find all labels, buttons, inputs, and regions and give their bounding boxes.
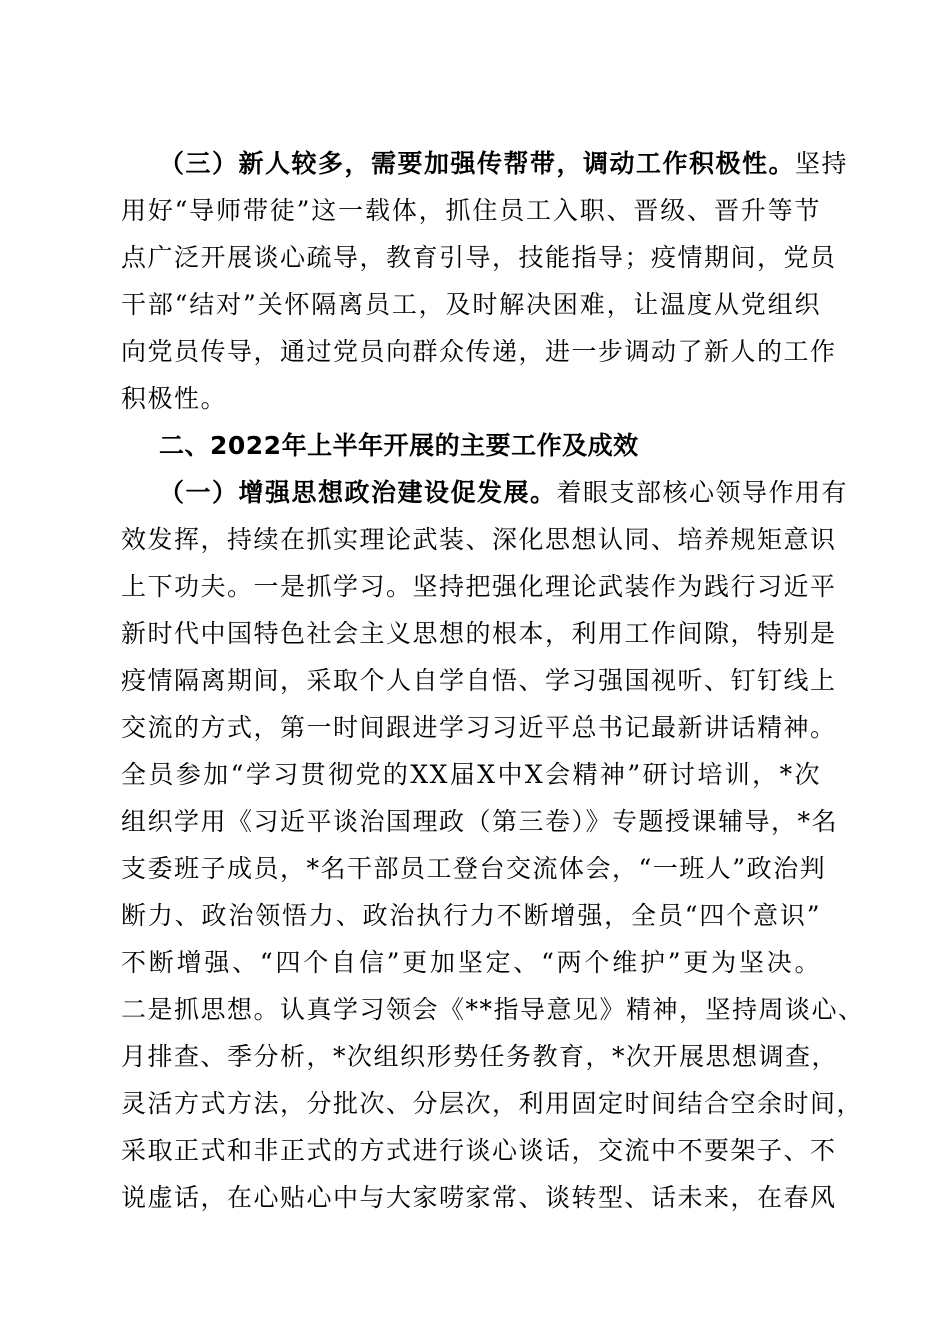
paragraph-line: 不断增强、“四个自信”更加坚定、“两个维护”更为坚决。 (121, 948, 821, 977)
paragraph-line: 二是抓思想。认真学习领会《**指导意见》精神，坚持周谈心、 (121, 995, 865, 1024)
paragraph-line: 积极性。 (121, 384, 228, 413)
paragraph-line: 月排查、季分析，*次组织形势任务教育，*次开展思想调查， (121, 1042, 839, 1071)
paragraph-line: 断力、政治领悟力、政治执行力不断增强，全员“四个意识” (121, 901, 821, 930)
section-3-first-rest: 坚持 (795, 149, 849, 178)
paragraph-line: 点广泛开展谈心疏导，教育引导，技能指导；疫情期间，党员 (121, 243, 837, 272)
paragraph-line: 支委班子成员，*名干部员工登台交流体会，“一班人”政治判 (121, 854, 827, 883)
paragraph-line: 疫情隔离期间，采取个人自学自悟、学习强国视听、钉钉线上 (121, 666, 837, 695)
section-1-first-rest: 着眼支部核心领导作用有 (556, 478, 849, 507)
section-1-first-line (121, 469, 849, 516)
paragraph-line: 交流的方式，第一时间跟进学习习近平总书记最新讲话精神。 (121, 713, 837, 742)
paragraph-line: 向党员传导，通过党员向群众传递，进一步调动了新人的工作 (121, 337, 837, 366)
paragraph-line: 灵活方式方法，分批次、分层次，利用固定时间结合空余时间， (121, 1089, 864, 1118)
section-heading: 二、2022年上半年开展的主要工作及成效 (159, 431, 639, 460)
paragraph-line: 上下功夫。一是抓学习。坚持把强化理论武装作为践行习近平 (121, 572, 837, 601)
section-3-first-line (121, 140, 849, 187)
paragraph-line: 说虚话，在心贴心中与大家唠家常、谈转型、话未来，在春风 (121, 1183, 837, 1212)
paragraph-line: 全员参加“学习贯彻党的XX届X中X会精神”研讨培训，*次 (121, 760, 821, 789)
paragraph-line: 用好“导师带徒”这一载体，抓住员工入职、晋级、晋升等节 (121, 196, 821, 225)
document-body (121, 140, 865, 1221)
paragraph-line: 采取正式和非正式的方式进行谈心谈话，交流中不要架子、不 (121, 1136, 837, 1165)
section-1-lead: （一）增强思想政治建设促发展。 (159, 478, 557, 507)
paragraph-line: 干部“结对”关怀隔离员工，及时解决困难，让温度从党组织 (121, 290, 821, 319)
paragraph-line: 组织学用《习近平谈治国理政（第三卷）》专题授课辅导，*名 (121, 807, 839, 836)
paragraph-line: 新时代中国特色社会主义思想的根本，利用工作间隙，特别是 (121, 619, 837, 648)
paragraph-line: 效发挥，持续在抓实理论武装、深化思想认同、培养规矩意识 (121, 525, 837, 554)
section-3-lead: （三）新人较多，需要加强传帮带，调动工作积极性。 (159, 149, 796, 178)
